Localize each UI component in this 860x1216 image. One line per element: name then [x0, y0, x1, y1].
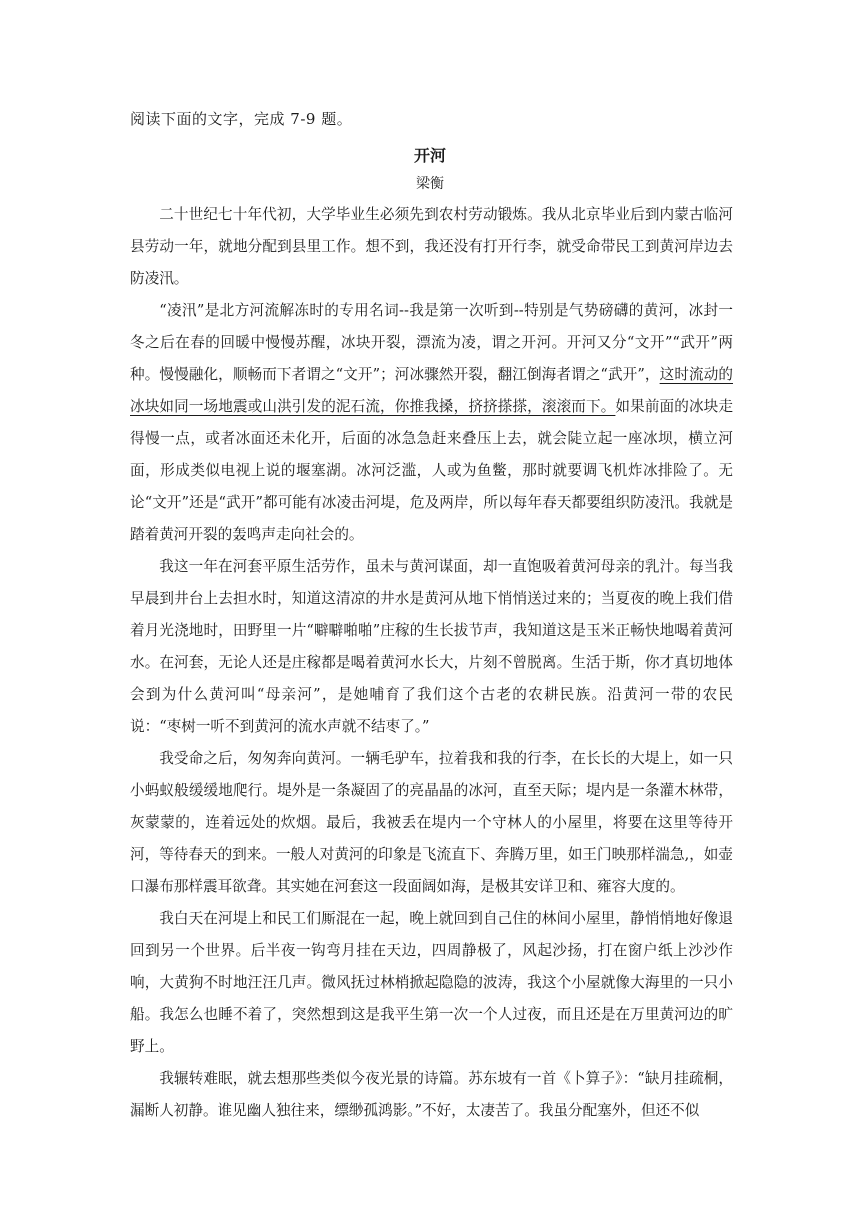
- paragraph: [130, 295, 733, 551]
- article-title: 开河: [413, 146, 446, 165]
- paragraph: 我辗转难眠，就去想那些类似今夜光景的诗篇。苏东坡有一首《卜算子》：“缺月挂疏桐，漏断人初静。谁见幽人独往来，缥缈孤鸿影。”不好，太凄苦了。我虽分配塞外，但还不似: [130, 1070, 733, 1119]
- paragraph: 二十世纪七十年代初，大学毕业生必须先到农村劳动锻炼。我从北京毕业后到内蒙古临河县劳动一年，就地分配到县里工作。想不到，我还没有打开行李，就受命带民工到黄河岸边去防凌汛。: [130, 206, 733, 287]
- article-author: 梁衡: [416, 176, 444, 192]
- article-body: [130, 199, 733, 1127]
- paragraph: 我白天在河堤上和民工们厮混在一起，晚上就回到自己住的林间小屋里，静悄悄地好像退回到另一个世界。后半夜一钩弯月挂在天边，四周静极了，风起沙扬，打在窗户纸上沙沙作响，大黄狗不时地汪汪几声。微风抚过林梢掀起隐隐的波涛，我这个小屋就像大海里的一只小船。我怎么也睡不着了，突然想到这是我平生第一次一个人过夜，而且还是在万里黄河边的旷野上。: [130, 910, 733, 1055]
- paragraph-text: 如果前面的冰块走得慢一点，或者冰面还未化开，后面的冰急急赶来叠压上去，就会陡立起一座冰坝，横立河面，形成类似电视上说的堰塞湖。冰河泛滥，人或为鱼鳖，那时就要调飞机炸冰排险了。无论“文开”还是“武开”都可能有冰凌击河堤，危及两岸，所以每年春天都要组织防凌汛。我就是踏着黄河开裂的轰鸣声走向社会的。: [130, 398, 733, 543]
- question-instruction: 阅读下面的文字，完成 7-9 题。: [130, 110, 353, 128]
- underlined-sentence: 这时流动的冰块如同一场地震或山洪引发的泥石流，你推我搡，挤挤搽搽，滚滚而下。: [130, 366, 733, 415]
- paragraph: 我这一年在河套平原生活劳作，虽未与黄河谋面，却一直饱吸着黄河母亲的乳汁。每当我早晨到井台上去担水时，知道这清凉的井水是黄河从地下悄悄送过来的；当夏夜的晚上我们借着月光浇地时，田野里一片“噼噼啪啪”庄稼的生长拔节声，我知道这是玉米正畅快地喝着黄河水。在河套，无论人还是庄稼都是喝着黄河水长大，片刻不曾脱离。生活于斯，你才真切地体会到为什么黄河叫“母亲河”，是她哺育了我们这个古老的农耕民族。沿黄河一带的农民说：“枣树一听不到黄河的流水声就不结枣了。”: [130, 558, 733, 735]
- paragraph-text: “凌汛”是北方河流解冻时的专用名词--我是第一次听到--特别是气势磅礴的黄河，冰封一冬之后在春的回暖中慢慢苏醒，冰块开裂，漂流为凌，谓之开河。开河又分“文开”“武开”两种。慢慢融化，顺畅而下者谓之“文开”；河冰骤然开裂，翻江倒海者谓之“武开”，: [130, 302, 733, 383]
- paragraph: 我受命之后，匆匆奔向黄河。一辆毛驴车，拉着我和我的行李，在长长的大堤上，如一只小蚂蚁般缓缓地爬行。堤外是一条凝固了的亮晶晶的冰河，直至天际；堤内是一条灌木林带，灰蒙蒙的，连着远处的炊烟。最后，我被丢在堤内一个守林人的小屋里，将要在这里等待开河，等待春天的到来。一般人对黄河的印象是飞流直下、奔腾万里，如王门映那样湍急,，如壶口瀑布那样震耳欲聋。其实她在河套这一段面阔如海，是极其安详卫和、雍容大度的。: [130, 750, 733, 895]
